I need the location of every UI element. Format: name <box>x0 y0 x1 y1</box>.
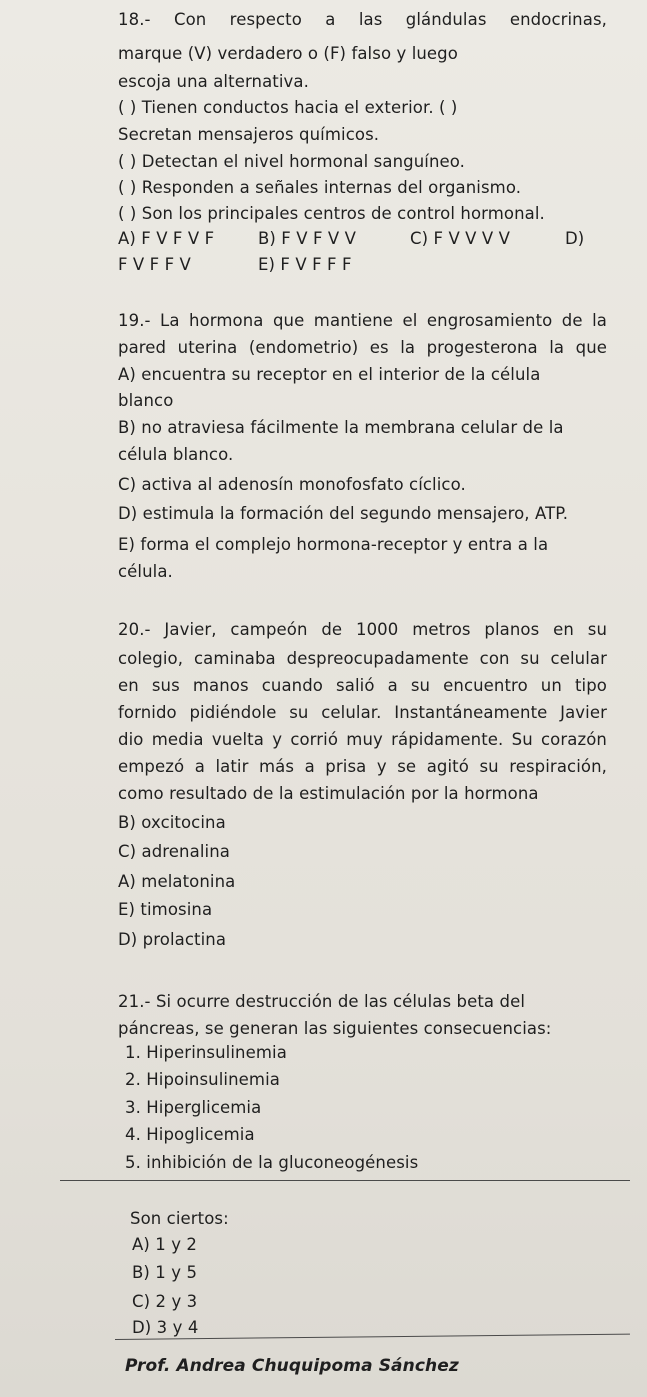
q21-item-3: 3. Hiperglicemia <box>125 1098 262 1117</box>
q18-stem-line-1: 18.- Con respecto a las glándulas endocrinas, <box>118 10 607 29</box>
q18-stem-line-2: marque (V) verdadero o (F) falso y luego <box>118 44 458 63</box>
q18-statement-3: ( ) Detectan el nivel hormonal sanguíneo. <box>118 152 466 171</box>
q20-stem-line-3: en sus manos cuando salió a su encuentro un tipo <box>118 676 607 695</box>
q18-option-d: D) <box>565 229 585 248</box>
q21-prompt: Son ciertos: <box>130 1209 229 1228</box>
q19-option-b-cont: célula blanco. <box>118 445 234 464</box>
q20-option-b: B) oxcitocina <box>118 813 226 832</box>
q20-stem-line-7: como resultado de la estimulación por la hormona <box>118 784 539 803</box>
q20-stem-line-2: colegio, caminaba despreocupadamente con su celular <box>118 649 607 668</box>
q19-option-e: E) forma el complejo hormona-receptor y entra a la <box>118 535 549 554</box>
q20-stem-line-6: empezó a latir más a prisa y se agitó su respiración, <box>118 757 607 776</box>
q19-option-b: B) no atraviesa fácilmente la membrana celular de la <box>118 418 564 437</box>
q21-option-c: C) 2 y 3 <box>132 1292 198 1311</box>
q21-stem-line-1: 21.- Si ocurre destrucción de las células beta del <box>118 992 526 1011</box>
q18-option-a: A) F V F V F <box>118 229 215 248</box>
q20-option-c: C) adrenalina <box>118 842 230 861</box>
q18-option-e: E) F V F F F <box>258 255 352 274</box>
author-signature: Prof. Andrea Chuquipoma Sánchez <box>125 1356 459 1376</box>
q20-stem-line-4: fornido pidiéndole su celular. Instantáneamente Javier <box>118 703 607 722</box>
q19-option-e-cont: célula. <box>118 562 173 581</box>
q18-statement-2: Secretan mensajeros químicos. <box>118 125 380 144</box>
q19-stem-line-2: pared uterina (endometrio) es la progesterona la que <box>118 338 607 357</box>
q21-item-4: 4. Hipoglicemia <box>125 1125 255 1144</box>
q19-option-a-cont: blanco <box>118 391 174 410</box>
q21-stem-line-2: páncreas, se generan las siguientes consecuencias: <box>118 1019 552 1038</box>
q21-item-1: 1. Hiperinsulinemia <box>125 1043 287 1062</box>
q20-stem-line-5: dio media vuelta y corrió muy rápidamente. Su corazón <box>118 730 607 749</box>
q20-stem-line-1: 20.- Javier, campeón de 1000 metros planos en su <box>118 620 607 639</box>
q18-statement-1: ( ) Tienen conductos hacia el exterior. ( ) <box>118 98 458 117</box>
q19-option-c: C) activa al adenosín monofosfato cíclico. <box>118 475 466 494</box>
q21-item-2: 2. Hipoinsulinemia <box>125 1070 280 1089</box>
q21-option-a: A) 1 y 2 <box>132 1235 198 1254</box>
q18-option-d-value: F V F F V <box>118 255 191 274</box>
q18-option-c: C) F V V V V <box>410 229 511 248</box>
q18-statement-4: ( ) Responden a señales internas del organismo. <box>118 178 522 197</box>
q19-stem-line-1: 19.- La hormona que mantiene el engrosamiento de la <box>118 311 607 330</box>
q21-option-d: D) 3 y 4 <box>132 1318 199 1337</box>
q20-option-a: A) melatonina <box>118 872 236 891</box>
q20-option-e: E) timosina <box>118 900 213 919</box>
q21-item-5: 5. inhibición de la gluconeogénesis <box>125 1153 419 1172</box>
q19-option-a: A) encuentra su receptor en el interior de la célula <box>118 365 541 384</box>
q18-statement-5: ( ) Son los principales centros de control hormonal. <box>118 204 545 223</box>
q19-option-d: D) estimula la formación del segundo mensajero, ATP. <box>118 504 569 523</box>
q18-stem-line-3: escoja una alternativa. <box>118 72 309 91</box>
q20-option-d: D) prolactina <box>118 930 227 949</box>
q18-option-b: B) F V F V V <box>258 229 357 248</box>
divider-line <box>60 1180 630 1181</box>
q21-option-b: B) 1 y 5 <box>132 1263 198 1282</box>
